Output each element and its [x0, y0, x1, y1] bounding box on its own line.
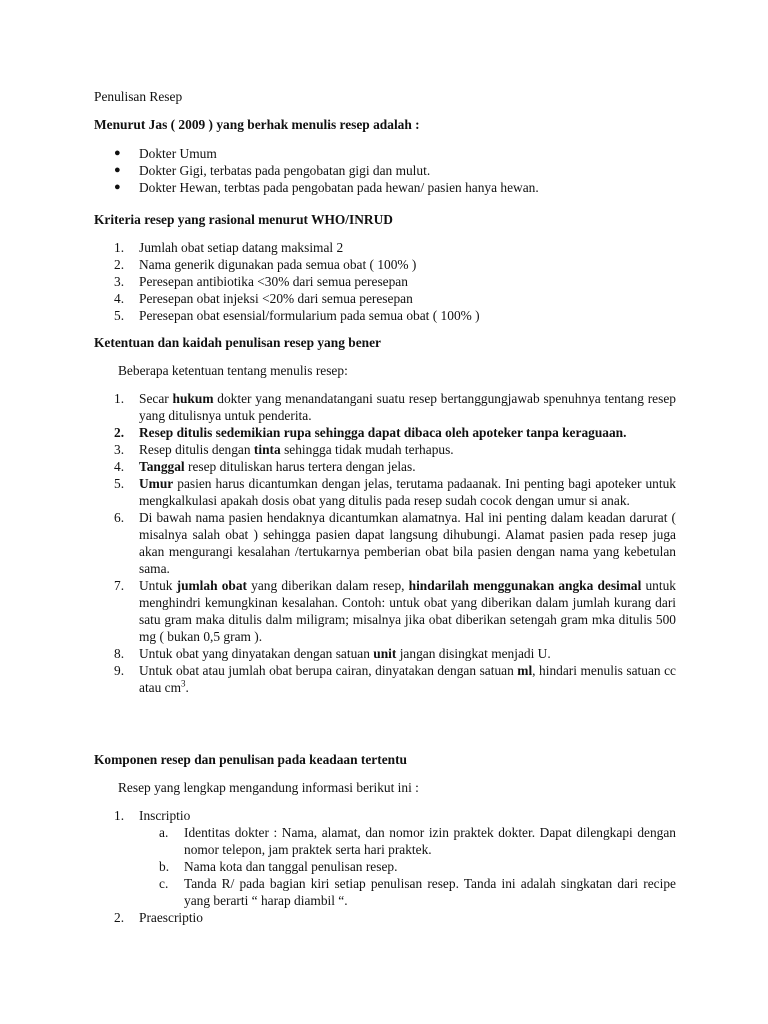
section-intro: Resep yang lengkap mengandung informasi berikut ini : — [118, 780, 419, 795]
list-item: 4. Tanggal resep dituliskan harus tertera dengan jelas. — [114, 459, 416, 474]
document-title: Penulisan Resep — [94, 89, 183, 104]
bullet-icon: ● — [114, 181, 121, 193]
numbered-list-components — [94, 807, 676, 926]
list-item: 9. Untuk obat atau jumlah obat berupa cairan, dinyatakan dengan satuan ml, hindari menulis satuan cc atau $cm^3$. — [114, 663, 676, 695]
numbered-list-criteria — [94, 239, 676, 324]
list-item: 1. Jumlah obat setiap datang maksimal 2 — [114, 240, 344, 255]
list-item: 1. Inscriptio a. Identitas dokter : Nama, alamat, dan nomor izin praktek dokter. Dapat dilengkapi dengan nomor telepon, jam praktek serta hari praktek. b. Nama kota dan tanggal penulisan resep. c. Tanda R/ pada bagian kiri setiap penulisan resep. Tanda ini adalah singkatan dari recipe yang berarti “ harap diambil “. — [114, 808, 676, 908]
section-heading-criteria: Kriteria resep yang rasional menurut WHO/INRUD — [94, 212, 393, 227]
list-item: 2. Praescriptio — [114, 910, 203, 925]
list-item: ● Dokter Hewan, terbtas pada pengobatan pada hewan/ pasien hanya hewan. — [114, 180, 539, 195]
section-intro: Beberapa ketentuan tentang menulis resep: — [118, 363, 348, 378]
list-item: 7. Untuk jumlah obat yang diberikan dalam resep, hindarilah menggunakan angka desimal untuk menghindri kemungkinan kesalahan. Contoh: untuk obat yang diberikan dalam jumlah kurang dari satu gram maka ditulis dalm miligram; misalnya jika obat diberikan setengah gram mka ditulis 500 mg ( bukan 0,5 gram ). — [114, 578, 676, 644]
list-item: 6. Di bawah nama pasien hendaknya dicantumkan alamatnya. Hal ini penting dalam keadan darurat ( misalnya salah obat ) sehingga pasien dapat langsung dihubungi. Alamat pasien pada resep juga akan mengurangi kesalahan /tertukarnya pemberian obat bila pasien dengan nama yang kebetulan sama. — [114, 510, 676, 576]
numbered-list-rules — [94, 390, 676, 696]
section-heading-rules: Ketentuan dan kaidah penulisan resep yang bener — [94, 335, 381, 350]
list-item: 8. Untuk obat yang dinyatakan dengan satuan unit jangan disingkat menjadi U. — [114, 646, 551, 661]
list-item: 3. Resep ditulis dengan tinta sehingga tidak mudah terhapus. — [114, 442, 454, 457]
section-heading-who-may-write: Menurut Jas ( 2009 ) yang berhak menulis resep adalah : — [94, 117, 420, 132]
list-item: a. Identitas dokter : Nama, alamat, dan nomor izin praktek dokter. Dapat dilengkapi dengan nomor telepon, jam praktek serta hari praktek. — [159, 825, 676, 857]
section-heading-components: Komponen resep dan penulisan pada keadaan tertentu — [94, 752, 408, 767]
bullet-icon: ● — [114, 164, 121, 176]
sub-list-inscriptio — [139, 824, 676, 909]
list-item: ● Dokter Umum — [114, 146, 217, 161]
list-item: 5. Umur pasien harus dicantumkan dengan jelas, terutama padaanak. Ini penting bagi apoteker untuk mengkalkulasi apakah dosis obat yang ditulis pada resep sudah cocok dengan umur si anak. — [114, 476, 676, 508]
list-item: 5. Peresepan obat esensial/formularium pada semua obat ( 100% ) — [114, 308, 480, 323]
list-item: 3. Peresepan antibiotika <30% dari semua peresepan — [114, 274, 408, 289]
list-item: 2. Resep ditulis sedemikian rupa sehingga dapat dibaca oleh apoteker tanpa keraguaan. — [114, 425, 627, 440]
list-item: b. Nama kota dan tanggal penulisan resep. — [159, 859, 398, 874]
bullet-list-prescribers — [94, 145, 676, 196]
list-item: c. Tanda R/ pada bagian kiri setiap penulisan resep. Tanda ini adalah singkatan dari recipe yang berarti “ harap diambil “. — [159, 876, 676, 908]
list-item: 4. Peresepan obat injeksi <20% dari semua peresepan — [114, 291, 413, 306]
list-item: ● Dokter Gigi, terbatas pada pengobatan gigi dan mulut. — [114, 163, 431, 178]
list-item: 2. Nama generik digunakan pada semua obat ( 100% ) — [114, 257, 417, 272]
bullet-icon: ● — [114, 147, 121, 159]
list-item: 1. Secar hukum dokter yang menandatangani suatu resep bertanggungjawab spenuhnya tentang resep yang ditulisnya untuk penderita. — [114, 391, 676, 423]
